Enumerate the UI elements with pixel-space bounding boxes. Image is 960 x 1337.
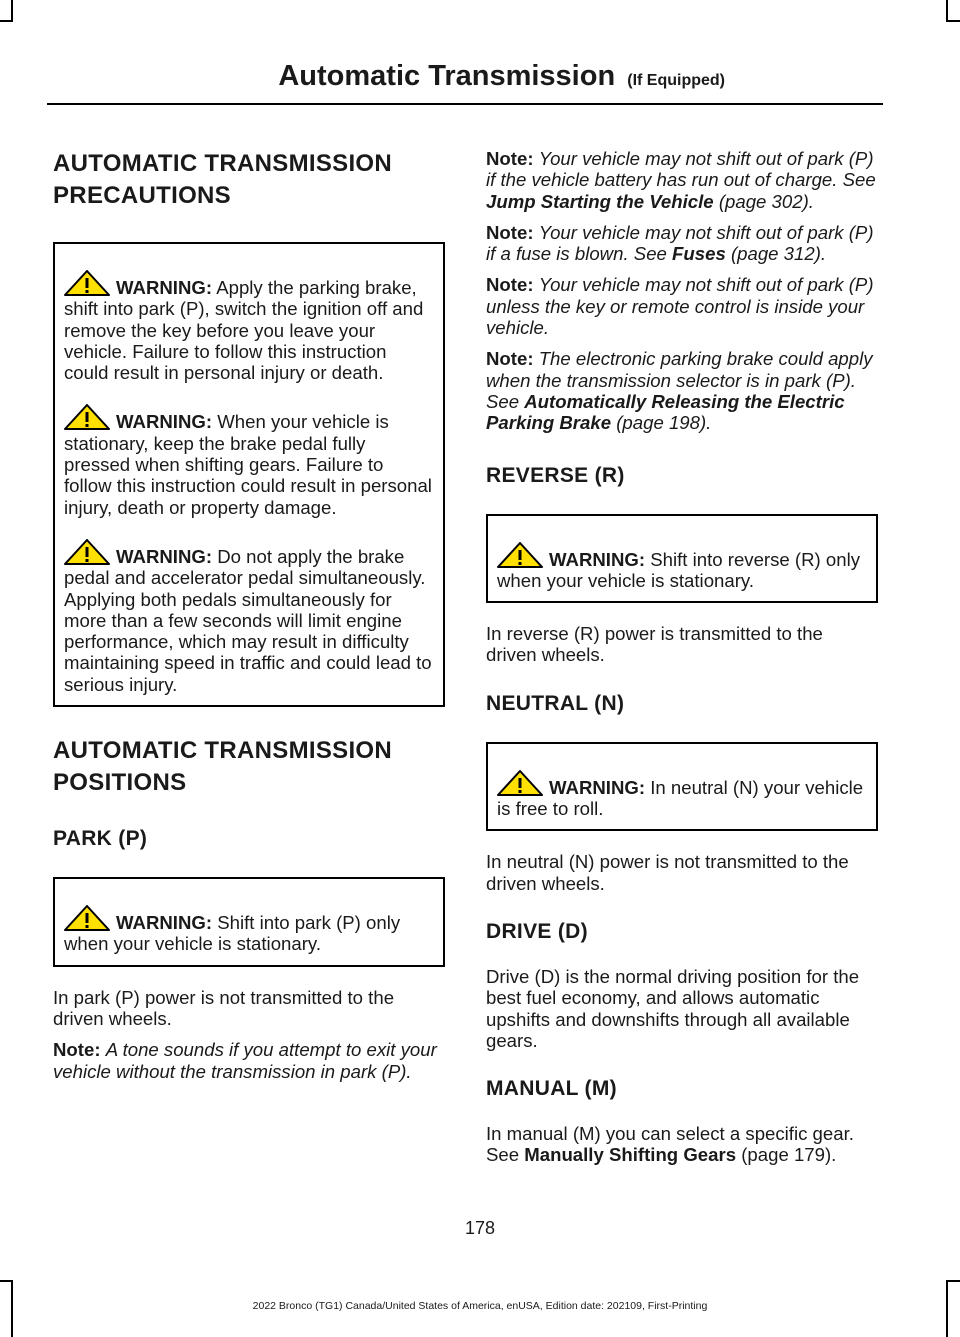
header-qualifier: (If Equipped) — [627, 72, 725, 89]
note-text: Your vehicle may not shift out of park (P) if the vehicle battery has run out of charge. See — [486, 148, 876, 191]
page-reference: (page 198). — [611, 412, 712, 434]
crop-mark — [0, 20, 13, 22]
page-reference: (page 302). — [713, 190, 814, 212]
manual-heading: MANUAL (M) — [486, 1077, 617, 1101]
manual-body — [486, 1123, 878, 1166]
note-key — [486, 274, 878, 338]
reverse-warning-box — [486, 514, 878, 604]
note-text: A tone sounds if you attempt to exit your vehicle without the transmission in park (P). — [53, 1039, 437, 1082]
warning-label: WARNING: — [549, 776, 646, 798]
warning-item — [64, 539, 435, 695]
fuses-link[interactable]: Fuses — [672, 243, 726, 265]
warning-text: Do not apply the brake pedal and accelerator pedal simultaneously. Applying both pedals simultaneously for more than a few seconds will limit engine performance, which may result in difficulty maintaining speed in traffic and could lead to serious injury. — [64, 545, 432, 695]
reverse-body: In reverse (R) power is transmitted to the driven wheels. — [486, 623, 823, 666]
warning-text: Apply the parking brake, shift into park (P), switch the ignition off and remove the key before you leave your vehicle. Failure to follow this instruction could result in personal injury or death. — [64, 277, 424, 384]
warning-label: WARNING: — [116, 411, 213, 433]
note-text: Your vehicle may not shift out of park (P) unless the key or remote control is inside your vehicle. — [486, 274, 874, 339]
note-text: The electronic parking brake could apply when the transmission selector is in park (P). See — [486, 348, 873, 412]
warning-text: When your vehicle is stationary, keep the brake pedal fully pressed when shifting gears. Failure to follow this instruction could result in personal injury, death or property damage. — [64, 411, 432, 518]
warning-triangle-icon — [497, 542, 543, 568]
warning-label: WARNING: — [116, 545, 213, 567]
header-title-text: Automatic Transmission — [278, 60, 616, 92]
jump-starting-link[interactable]: Jump Starting the Vehicle — [486, 190, 714, 212]
reverse-heading: REVERSE (R) — [486, 463, 625, 487]
warning-triangle-icon — [64, 404, 110, 430]
warning-item — [497, 542, 868, 592]
right-column — [486, 148, 878, 1166]
manually-shifting-link[interactable]: Manually Shifting Gears — [524, 1144, 737, 1166]
note-fuse — [486, 222, 878, 265]
page-reference: (page 312). — [725, 243, 827, 265]
warning-label: WARNING: — [116, 277, 213, 298]
edition-footer: 2022 Bronco (TG1) Canada/United States of America, enUSA, Edition date: 202109, First-Printing — [252, 1300, 708, 1312]
warning-triangle-icon — [64, 539, 110, 565]
note-label: Note: — [486, 348, 534, 370]
warning-text: Shift into reverse (R) only when your vehicle is stationary. — [497, 548, 861, 591]
warning-item — [64, 905, 435, 955]
warning-item — [64, 270, 435, 383]
precautions-warning-box — [53, 242, 445, 707]
note-label: Note: — [53, 1039, 101, 1061]
precautions-heading-line2: PRECAUTIONS — [53, 182, 231, 209]
positions-heading — [53, 735, 445, 799]
note-label: Note: — [486, 221, 534, 243]
warning-text: Shift into park (P) only when your vehicle is stationary. — [64, 912, 401, 955]
note-battery — [486, 148, 878, 212]
drive-heading: DRIVE (D) — [486, 919, 588, 943]
drive-body: Drive (D) is the normal driving position for the best fuel economy, and allows automatic upshifts and downshifts through all available gears. — [486, 965, 860, 1051]
header-divider — [47, 103, 883, 105]
warning-triangle-icon — [64, 905, 110, 931]
parking-brake-link[interactable]: Automatically Releasing the Electric Parking Brake — [486, 390, 845, 434]
warning-label: WARNING: — [116, 912, 213, 934]
warning-item — [497, 770, 868, 820]
park-heading: PARK (P) — [53, 827, 148, 851]
page-header-title — [278, 60, 725, 93]
warning-text: In neutral (N) your vehicle is free to roll. — [497, 776, 864, 820]
crop-mark — [946, 1280, 960, 1282]
note-text: Your vehicle may not shift out of park (P) if a fuse is blown. See — [486, 221, 874, 265]
warning-item — [64, 404, 435, 517]
park-body: In park (P) power is not transmitted to the driven wheels. — [53, 986, 395, 1029]
park-warning-box — [53, 877, 445, 967]
neutral-warning-box — [486, 742, 878, 832]
crop-mark — [946, 0, 948, 22]
warning-triangle-icon — [64, 270, 110, 296]
precautions-heading-line1: AUTOMATIC TRANSMISSION — [53, 150, 393, 177]
note-parking-brake — [486, 348, 878, 433]
note-label: Note: — [486, 274, 534, 296]
page-number: 178 — [464, 1218, 496, 1238]
positions-heading-line1: AUTOMATIC TRANSMISSION — [53, 737, 393, 765]
warning-triangle-icon — [497, 770, 543, 796]
positions-heading-line2: POSITIONS — [53, 769, 187, 797]
crop-mark — [0, 1280, 13, 1282]
page-reference: (page 179). — [736, 1144, 837, 1166]
warning-label: WARNING: — [549, 548, 646, 570]
neutral-heading: NEUTRAL (N) — [486, 691, 625, 715]
manual-body-text: In manual (M) you can select a specific gear. See — [486, 1123, 854, 1166]
crop-mark — [11, 0, 13, 22]
neutral-body: In neutral (N) power is not transmitted to the driven wheels. — [486, 851, 849, 894]
precautions-heading — [53, 148, 445, 212]
left-column — [53, 148, 445, 1082]
crop-mark — [946, 20, 960, 22]
note-label: Note: — [486, 148, 534, 169]
park-note — [53, 1039, 445, 1082]
